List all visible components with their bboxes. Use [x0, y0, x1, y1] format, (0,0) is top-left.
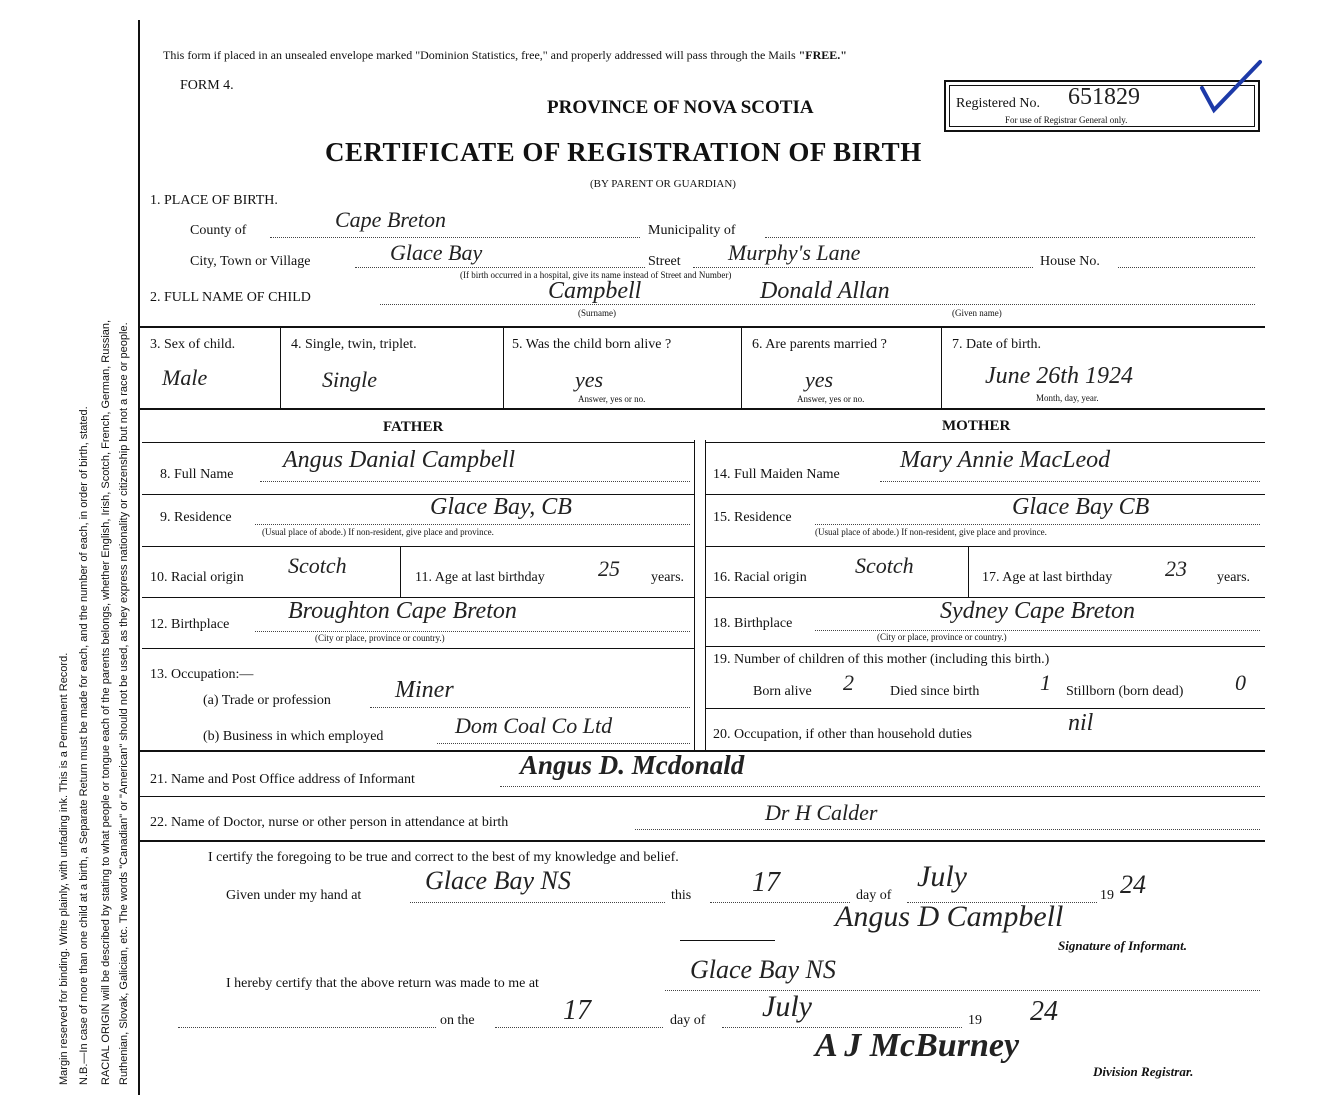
mail-note-text: This form if placed in an unsealed envelope marked "Dominion Statistics, free," and properly addressed will pass through the Mails: [163, 48, 799, 62]
form-number: FORM 4.: [180, 78, 234, 93]
father-trade-line: [370, 707, 690, 708]
mother-birthplace-note: (City or place, province or country.): [877, 632, 1007, 642]
registered-label: Registered No.: [956, 96, 1040, 111]
mother-row14-border: [705, 494, 1265, 495]
informant-signature: Angus D Campbell: [835, 900, 1064, 933]
county-value: Cape Breton: [335, 207, 446, 232]
father-heading-line: [142, 442, 695, 443]
mail-note-free: "FREE.": [798, 48, 847, 62]
registrar-day-of-label: day of: [670, 1013, 706, 1028]
county-line: [270, 237, 640, 238]
died-since-birth-value: 1: [1040, 670, 1051, 695]
check-mark-icon: [1196, 58, 1266, 118]
born-alive-count-label: Born alive: [753, 684, 812, 699]
mother-name-value: Mary Annie MacLeod: [900, 447, 1111, 473]
father-trade-label: (a) Trade or profession: [203, 693, 331, 708]
parents-married-label: 6. Are parents married ?: [752, 337, 887, 352]
registrar-signature: A J McBurney: [815, 1027, 1020, 1064]
informant-line: [500, 786, 1260, 787]
row3-divider-2: [503, 326, 504, 408]
mother-name-line: [880, 481, 1260, 482]
father-birthplace-note: (City or place, province or country.): [315, 633, 445, 643]
father-occupation-label: 13. Occupation:—: [150, 667, 254, 682]
mother-race-value: Scotch: [855, 553, 914, 578]
registrar-on-label: on the: [440, 1013, 475, 1028]
father-residence-label: 9. Residence: [160, 510, 232, 525]
father-race-divider: [400, 547, 401, 597]
doctor-line: [635, 829, 1260, 830]
father-name-line: [260, 481, 690, 482]
row3-divider-3: [741, 326, 742, 408]
father-race-value: Scotch: [288, 553, 347, 578]
mother-row18-border: [705, 646, 1265, 647]
registrar-day-value: 17: [563, 995, 591, 1026]
father-name-value: Angus Danial Campbell: [283, 447, 515, 473]
informant-value: Angus D. Mcdonald: [520, 750, 745, 780]
father-residence-line: [255, 524, 690, 525]
stillborn-value: 0: [1235, 670, 1246, 695]
mother-birthplace-line: [815, 630, 1260, 631]
row3-divider-1: [280, 326, 281, 408]
certify-year-prefix: 19: [1100, 888, 1114, 903]
row3-top-border: [140, 326, 1265, 328]
father-birthplace-value: Broughton Cape Breton: [288, 598, 517, 624]
place-of-birth-label: 1. PLACE OF BIRTH.: [150, 193, 278, 208]
born-alive-count-value: 2: [843, 670, 854, 695]
plurality-value: Single: [322, 367, 377, 392]
registered-number: 651829: [1068, 84, 1140, 110]
registrar-place-value: Glace Bay NS: [690, 955, 836, 984]
mother-row19-border: [705, 708, 1265, 709]
registrar-day-line: [495, 1027, 663, 1028]
father-race-label: 10. Racial origin: [150, 570, 244, 585]
child-name-label: 2. FULL NAME OF CHILD: [150, 290, 311, 305]
father-business-value: Dom Coal Co Ltd: [455, 713, 613, 738]
parents-married-note: Answer, yes or no.: [797, 394, 865, 404]
municipality-label: Municipality of: [648, 223, 736, 238]
given-place-line: [410, 902, 665, 903]
father-years-label: years.: [651, 570, 685, 585]
certify-top-border: [140, 840, 1265, 842]
sex-value: Male: [162, 365, 208, 390]
father-row8-border: [142, 494, 695, 495]
margin-note-2: N.B.—In case of more than one child at a birth, a Separate Return must be made for each, and the number of each, in order of birth, stated.: [78, 406, 90, 1085]
mother-birthplace-value: Sydney Cape Breton: [940, 598, 1136, 624]
registrar-year-prefix: 19: [968, 1013, 982, 1028]
child-given-name: Donald Allan: [760, 278, 890, 304]
mother-years-label: years.: [1217, 570, 1251, 585]
father-right-border: [694, 440, 695, 750]
registrar-left-line: [178, 1027, 436, 1028]
certify-statement: I certify the foregoing to be true and correct to the best of my knowledge and belief.: [208, 850, 679, 865]
father-age-label: 11. Age at last birthday: [415, 570, 545, 585]
row22-top-border: [140, 796, 1265, 797]
born-alive-label: 5. Was the child born alive ?: [512, 337, 672, 352]
mother-residence-value: Glace Bay CB: [1012, 494, 1150, 520]
father-heading: FATHER: [383, 419, 444, 435]
given-name-note: (Given name): [952, 308, 1002, 318]
mother-name-label: 14. Full Maiden Name: [713, 467, 840, 482]
mother-age-value: 23: [1165, 556, 1187, 581]
mother-occupation-value: nil: [1068, 710, 1094, 736]
mother-heading-line: [705, 442, 1265, 443]
certify-month-value: July: [917, 860, 967, 893]
informant-signature-label: Signature of Informant.: [1058, 938, 1187, 953]
father-row12-border: [142, 648, 695, 649]
city-value: Glace Bay: [390, 240, 483, 265]
plurality-label: 4. Single, twin, triplet.: [291, 337, 417, 352]
street-line: [693, 267, 1033, 268]
mother-residence-note: (Usual place of abode.) If non-resident, give place and province.: [815, 527, 1047, 537]
certify-day-value: 17: [752, 867, 780, 898]
house-no-line: [1118, 267, 1255, 268]
mother-race-divider: [968, 547, 969, 597]
surname-note: (Surname): [578, 308, 616, 318]
given-under-hand-label: Given under my hand at: [226, 888, 362, 903]
margin-note-1: Margin reserved for binding. Write plainly, with unfading ink. This is a Permanent Record.: [58, 652, 70, 1085]
child-surname: Campbell: [548, 278, 642, 304]
mother-residence-label: 15. Residence: [713, 510, 792, 525]
informant-date-line: [680, 940, 775, 941]
doctor-value: Dr H Calder: [765, 800, 878, 825]
margin-note-3: RACIAL ORIGIN will be described by stating to what people or tongue each of the parents belongs, whether English, Irish, Scotch, French, German, Russian,: [100, 319, 112, 1085]
binding-margin-line: [138, 20, 140, 1095]
born-alive-value: yes: [575, 367, 604, 392]
registrar-signature-label: Division Registrar.: [1093, 1064, 1194, 1079]
certify-day-of-label: day of: [856, 888, 892, 903]
province-heading: PROVINCE OF NOVA SCOTIA: [547, 97, 814, 118]
street-value: Murphy's Lane: [728, 240, 861, 265]
street-label: Street: [648, 254, 681, 269]
certificate-subtitle: (BY PARENT OR GUARDIAN): [590, 178, 736, 190]
father-business-line: [437, 743, 690, 744]
mother-age-label: 17. Age at last birthday: [982, 570, 1113, 585]
mother-children-label: 19. Number of children of this mother (including this birth.): [713, 652, 1050, 667]
city-label: City, Town or Village: [190, 254, 311, 269]
mother-left-border: [705, 440, 706, 750]
mother-occupation-label: 20. Occupation, if other than household duties: [713, 727, 972, 742]
date-of-birth-label: 7. Date of birth.: [952, 337, 1042, 352]
informant-label: 21. Name and Post Office address of Informant: [150, 772, 415, 787]
mother-birthplace-label: 18. Birthplace: [713, 616, 793, 631]
registrar-year-value: 24: [1030, 996, 1058, 1027]
margin-note-4: Ruthenian, Slovak, Galician, etc. The words "Canadian" or "American" should not be used, as they express nationality or citizenship but not a race or people.: [118, 322, 130, 1085]
mother-heading: MOTHER: [942, 418, 1011, 434]
municipality-line: [765, 237, 1255, 238]
hospital-note: (If birth occurred in a hospital, give its name instead of Street and Number): [460, 270, 732, 280]
sex-label: 3. Sex of child.: [150, 337, 236, 352]
row3-divider-4: [941, 326, 942, 408]
registrar-place-line: [665, 990, 1260, 991]
certificate-title: CERTIFICATE OF REGISTRATION OF BIRTH: [325, 137, 922, 167]
born-alive-note: Answer, yes or no.: [578, 394, 646, 404]
died-since-birth-label: Died since birth: [890, 684, 980, 699]
father-birthplace-line: [255, 631, 690, 632]
father-residence-note: (Usual place of abode.) If non-resident, give place and province.: [262, 527, 494, 537]
father-business-label: (b) Business in which employed: [203, 729, 384, 744]
mail-note: [163, 48, 847, 63]
father-row9-border: [142, 546, 695, 547]
father-residence-value: Glace Bay, CB: [430, 494, 572, 520]
father-birthplace-label: 12. Birthplace: [150, 617, 230, 632]
mother-race-label: 16. Racial origin: [713, 570, 807, 585]
parents-married-value: yes: [805, 367, 834, 392]
father-trade-value: Miner: [395, 677, 454, 703]
mother-residence-line: [815, 524, 1260, 525]
date-of-birth-value: June 26th 1924: [985, 363, 1133, 389]
given-place-value: Glace Bay NS: [425, 866, 571, 895]
mother-row15-border: [705, 546, 1265, 547]
registrar-statement: I hereby certify that the above return was made to me at: [226, 976, 539, 991]
stillborn-label: Stillborn (born dead): [1066, 684, 1184, 699]
doctor-label: 22. Name of Doctor, nurse or other person in attendance at birth: [150, 815, 509, 830]
registrar-note: For use of Registrar General only.: [1005, 115, 1128, 125]
certify-year-value: 24: [1120, 870, 1146, 899]
county-label: County of: [190, 223, 247, 238]
father-age-value: 25: [598, 556, 620, 581]
this-label: this: [671, 888, 692, 903]
house-no-label: House No.: [1040, 254, 1100, 269]
row3-bottom-border: [140, 408, 1265, 410]
certify-day-line: [710, 902, 850, 903]
registrar-month-value: July: [762, 990, 812, 1023]
date-of-birth-note: Month, day, year.: [1036, 393, 1099, 403]
father-name-label: 8. Full Name: [160, 467, 234, 482]
city-line: [355, 267, 645, 268]
